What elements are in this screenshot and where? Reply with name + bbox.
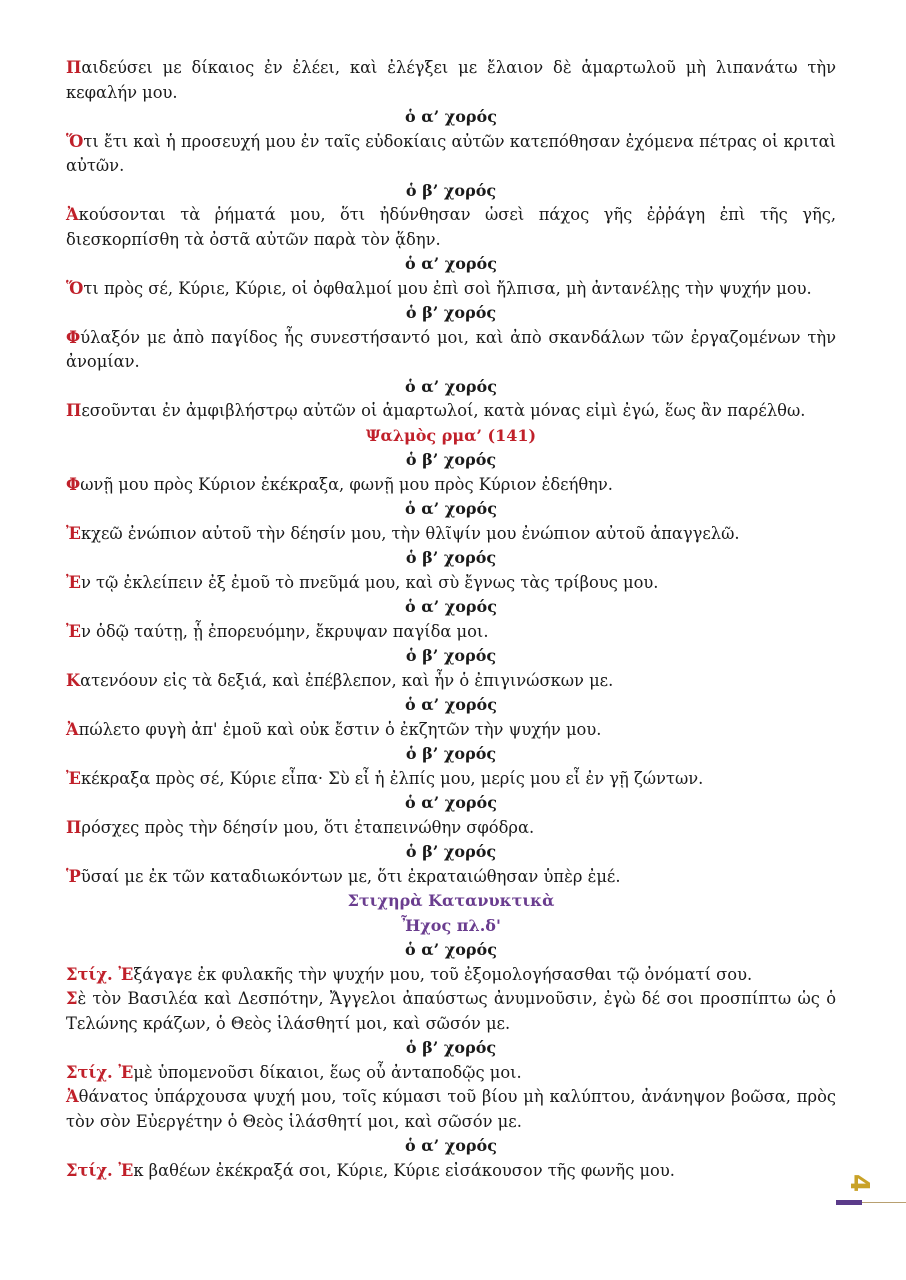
verse-text: κέκραξα πρὸς σέ, Κύριε εἶπα· Σὺ εἶ ἡ ἐλπίς μου, μερίς μου εἶ ἐν γῇ ζώντων. bbox=[80, 768, 704, 788]
verse-text: θάνατος ὑπάρχουσα ψυχή μου, τοῖς κύμασι τοῦ βίου μὴ καλύπτου, ἀνάνηψον βοῶσα, πρὸς τὸν σὸν Εὐεργέτην ὁ Θεὸς ἱλάσθητί μοι, καὶ σῶσόν με. bbox=[66, 1087, 836, 1131]
verse-paragraph bbox=[66, 718, 836, 743]
verse-paragraph bbox=[66, 522, 836, 547]
choir-heading: ὁ α’ χορός bbox=[405, 254, 497, 273]
verse-paragraph bbox=[66, 473, 836, 498]
verse-text: ξάγαγε ἐκ φυλακῆς τὴν ψυχήν μου, τοῦ ἐξομολογήσασθαι τῷ ὀνόματί σου. bbox=[133, 964, 753, 984]
verse-text: εσοῦνται ἐν ἀμφιβλήστρῳ αὐτῶν οἱ ἁμαρτωλοί, κατὰ μόνας εἰμὶ ἐγώ, ἕως ἂν παρέλθω. bbox=[81, 401, 806, 420]
section-heading: Στιχηρὰ Κατανυκτικὰ bbox=[347, 891, 555, 910]
verse-paragraph bbox=[66, 1159, 836, 1184]
verse-paragraph bbox=[66, 767, 836, 792]
verse-paragraph bbox=[66, 130, 836, 179]
verse-initial: Ἀ bbox=[66, 205, 79, 224]
verse-paragraph bbox=[66, 277, 836, 302]
page-number: 4 bbox=[844, 1173, 874, 1193]
verse-initial: Π bbox=[66, 58, 82, 77]
verse-text: κ βαθέων ἐκέκραξά σοι, Κύριε, Κύριε εἰσάκουσον τῆς φωνῆς μου. bbox=[133, 1160, 675, 1180]
verse-initial: Ἐ bbox=[66, 768, 81, 788]
choir-heading: ὁ β’ χορός bbox=[405, 180, 497, 200]
verse-initial: Π bbox=[66, 401, 82, 420]
verse-text: ν ὁδῷ ταύτῃ, ᾗ ἐπορευόμην, ἔκρυψαν παγίδα μοι. bbox=[80, 621, 489, 641]
document-body bbox=[66, 56, 836, 1183]
verse-paragraph bbox=[66, 571, 836, 596]
verse-initial: Ἐ bbox=[66, 621, 81, 641]
verse-text: ῦσαί με ἐκ τῶν καταδιωκόντων με, ὅτι ἐκραταιώθησαν ὑπὲρ ἐμέ. bbox=[80, 866, 621, 886]
verse-initial: Ἐ bbox=[66, 572, 81, 592]
verse-initial: Π bbox=[66, 817, 82, 837]
verse-paragraph bbox=[66, 865, 836, 890]
verse-paragraph bbox=[66, 987, 836, 1036]
verse-text: κχεῶ ἐνώπιον αὐτοῦ τὴν δέησίν μου, τὴν θλῖψίν μου ἐνώπιον αὐτοῦ ἀπαγγελῶ. bbox=[80, 523, 740, 543]
verse-text: ύλαξόν με ἀπὸ παγίδος ἧς συνεστήσαντό μοι, καὶ ἀπὸ σκανδάλων τῶν ἐργαζομένων τὴν ἀνομίαν. bbox=[66, 327, 836, 371]
verse-initial: Ὅ bbox=[66, 131, 84, 151]
verse-paragraph bbox=[66, 816, 836, 841]
verse-initial: Ἀ bbox=[66, 719, 79, 739]
verse-paragraph bbox=[66, 326, 836, 375]
verse-paragraph bbox=[66, 203, 836, 252]
page-marker-bar bbox=[836, 1200, 862, 1205]
choir-heading: ὁ β’ χορός bbox=[405, 646, 497, 665]
verse-paragraph bbox=[66, 669, 836, 694]
verse-text: τι ἔτι καὶ ἡ προσευχή μου ἐν ταῖς εὐδοκίαις αὐτῶν κατεπόθησαν ἐχόμενα πέτρας οἱ κριταὶ αὐτῶν. bbox=[66, 131, 836, 175]
verse-paragraph bbox=[66, 963, 836, 988]
choir-heading: ὁ α’ χορός bbox=[405, 376, 497, 396]
choir-heading: ὁ α’ χορός bbox=[405, 940, 497, 959]
verse-text: τι πρὸς σέ, Κύριε, Κύριε, οἱ ὀφθαλμοί μου ἐπὶ σοὶ ἤλπισα, μὴ ἀντανέλῃς τὴν ψυχήν μου. bbox=[83, 278, 812, 298]
verse-text: μὲ ὑπομενοῦσι δίκαιοι, ἕως οὗ ἀνταποδῷς μοι. bbox=[133, 1062, 522, 1082]
verse-text: ατενόουν εἰς τὰ δεξιά, καὶ ἐπέβλεπον, καὶ ἦν ὁ ἐπιγινώσκων με. bbox=[80, 670, 614, 690]
verse-text: ρόσχες πρὸς τὴν δέησίν μου, ὅτι ἐταπεινώθην σφόδρα. bbox=[81, 817, 535, 837]
choir-heading: ὁ β’ χορός bbox=[405, 842, 497, 861]
choir-heading: ὁ β’ χορός bbox=[405, 1038, 497, 1057]
verse-initial: Φ bbox=[66, 474, 81, 494]
verse-text: αιδεύσει με δίκαιος ἐν ἐλέει, καὶ ἐλέγξει με ἔλαιον δὲ ἁμαρτωλοῦ μὴ λιπανάτω τὴν κεφαλήν μου. bbox=[66, 58, 836, 102]
verse-initial: Ἀ bbox=[66, 1087, 79, 1106]
verse-initial: Κ bbox=[66, 670, 81, 690]
verse-initial: Σ bbox=[66, 989, 78, 1008]
verse-paragraph bbox=[66, 56, 836, 105]
verse-text: ν τῷ ἐκλείπειν ἐξ ἐμοῦ τὸ πνεῦμά μου, καὶ σὺ ἔγνως τὰς τρίβους μου. bbox=[80, 572, 659, 592]
choir-heading: ὁ α’ χορός bbox=[405, 597, 497, 616]
verse-text: ωνῇ μου πρὸς Κύριον ἐκέκραξα, φωνῇ μου πρὸς Κύριον ἐδεήθην. bbox=[80, 474, 613, 494]
psalm-title: Ψαλμὸς ρμα’ (141) bbox=[365, 425, 537, 445]
verse-paragraph bbox=[66, 399, 836, 424]
verse-text: πώλετο φυγὴ ἀπ' ἐμοῦ καὶ οὐκ ἔστιν ὁ ἐκζητῶν τὴν ψυχήν μου. bbox=[78, 719, 602, 739]
verse-text: ὲ τὸν Βασιλέα καὶ Δεσπότην, Ἄγγελοι ἀπαύστως ἀνυμνοῦσιν, ἐγὼ δέ σοι προσπίπτω ὡς ὁ Τελώνης κράζων, ὁ Θεὸς ἱλάσθητί μοι, καὶ σῶσόν με. bbox=[66, 989, 836, 1033]
verse-initial: Ῥ bbox=[66, 866, 81, 886]
choir-heading: ὁ α’ χορός bbox=[405, 1136, 497, 1155]
verse-paragraph bbox=[66, 1061, 836, 1086]
choir-heading: ὁ α’ χορός bbox=[405, 499, 497, 518]
choir-heading: ὁ α’ χορός bbox=[405, 107, 497, 126]
choir-heading: ὁ α’ χορός bbox=[405, 695, 497, 714]
choir-heading: ὁ β’ χορός bbox=[405, 450, 497, 469]
verse-initial: Ἐ bbox=[66, 523, 81, 543]
verse-initial: Στίχ. Ἐ bbox=[66, 964, 134, 984]
verse-paragraph bbox=[66, 1085, 836, 1134]
page-marker-line bbox=[862, 1202, 906, 1203]
section-heading: Ἦχος πλ.δ' bbox=[401, 915, 501, 935]
verse-initial: Στίχ. Ἐ bbox=[66, 1160, 134, 1180]
choir-heading: ὁ β’ χορός bbox=[405, 548, 497, 567]
verse-initial: Στίχ. Ἐ bbox=[66, 1062, 134, 1082]
choir-heading: ὁ β’ χορός bbox=[405, 744, 497, 763]
choir-heading: ὁ β’ χορός bbox=[405, 303, 497, 322]
choir-heading: ὁ α’ χορός bbox=[405, 793, 497, 812]
verse-text: κούσονται τὰ ῥήματά μου, ὅτι ἠδύνθησαν ὡσεὶ πάχος γῆς ἐῤῥάγη ἐπὶ τῆς γῆς, διεσκορπίσθη τὰ ὀστᾶ αὐτῶν παρὰ τὸν ᾅδην. bbox=[66, 205, 836, 249]
verse-initial: Ὅ bbox=[66, 278, 84, 298]
verse-initial: Φ bbox=[66, 327, 81, 347]
verse-paragraph bbox=[66, 620, 836, 645]
